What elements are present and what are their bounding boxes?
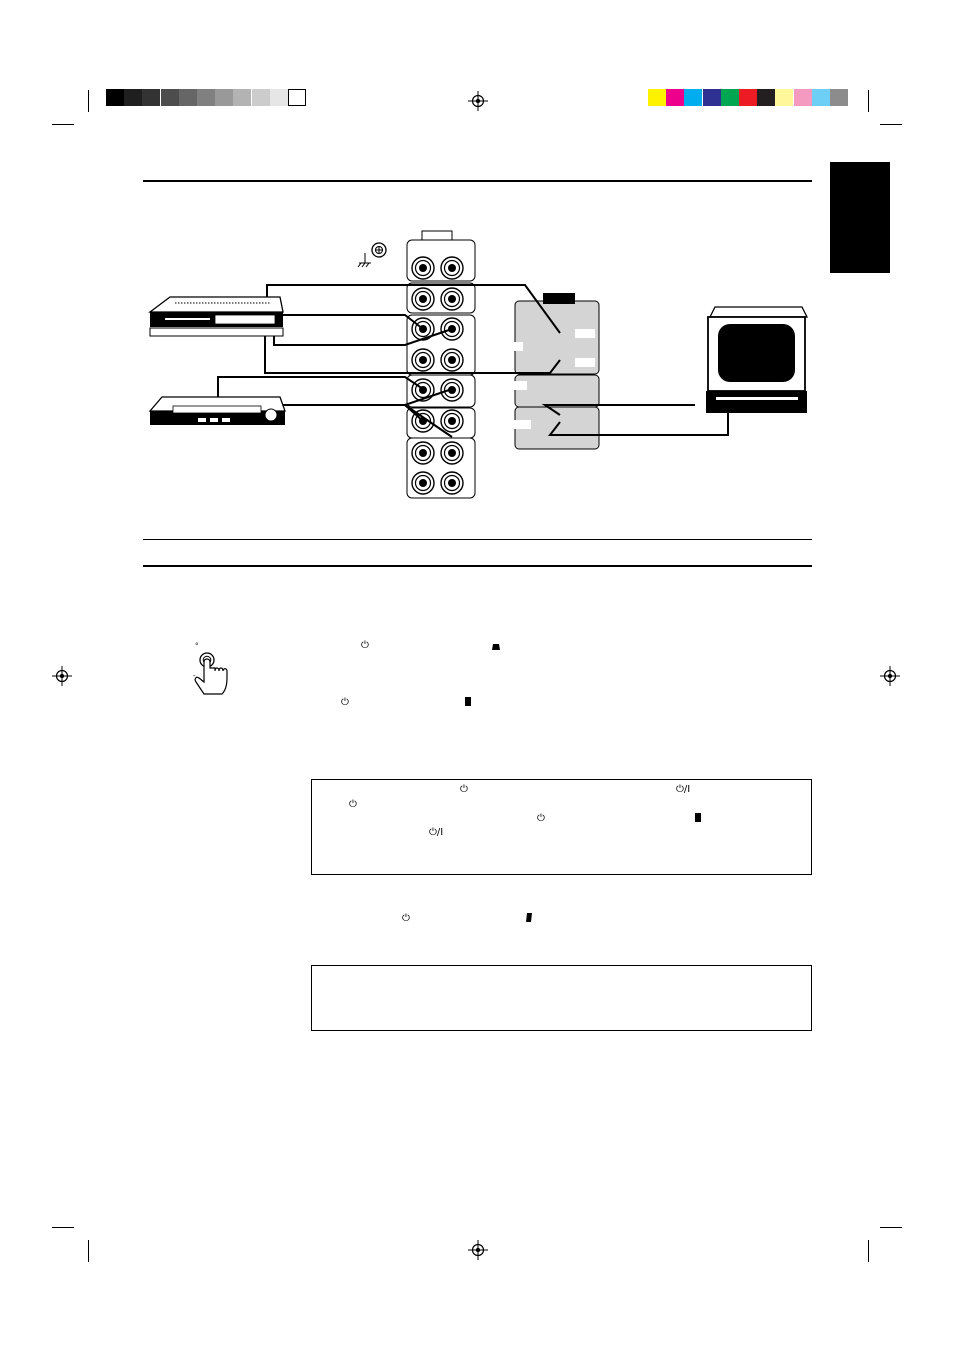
power-standby-icon: ⏻ bbox=[341, 697, 349, 708]
tape-open-icon bbox=[492, 644, 500, 650]
power-standby-icon: ⏻ bbox=[537, 813, 545, 824]
svg-text:-: - bbox=[193, 672, 196, 680]
power-standby-icon: ⏻ bbox=[460, 784, 468, 795]
power-toggle-icon: ⏻/I bbox=[429, 827, 444, 838]
color-swatch bbox=[757, 89, 775, 106]
color-swatch bbox=[794, 89, 812, 106]
rca-jack bbox=[441, 349, 463, 371]
color-swatch bbox=[812, 89, 830, 106]
section-rule bbox=[143, 565, 812, 567]
registration-mark-icon bbox=[52, 666, 72, 686]
hand-press-icon bbox=[190, 638, 234, 700]
color-swatch bbox=[648, 89, 666, 106]
crop-mark-bottom-left-h bbox=[52, 1227, 74, 1228]
video-terminal-panel bbox=[511, 293, 599, 449]
svg-text:°: ° bbox=[195, 642, 199, 650]
crop-mark-bottom-left-v bbox=[88, 1240, 89, 1262]
power-standby-icon: ⏻ bbox=[402, 913, 410, 924]
section-top-rule bbox=[143, 180, 812, 182]
rca-jack bbox=[441, 288, 463, 310]
color-swatch bbox=[739, 89, 757, 106]
rca-jack bbox=[412, 442, 434, 464]
rca-jack bbox=[441, 257, 463, 279]
color-swatch bbox=[666, 89, 684, 106]
color-swatch bbox=[106, 89, 124, 106]
section-divider-rule bbox=[143, 539, 812, 540]
rca-jack bbox=[441, 442, 463, 464]
tape-closed-icon bbox=[695, 813, 701, 822]
notes-box bbox=[311, 965, 812, 1031]
language-side-tab bbox=[830, 162, 890, 273]
television bbox=[706, 307, 807, 413]
color-swatch bbox=[233, 89, 251, 106]
color-swatch bbox=[179, 89, 197, 106]
notes-box bbox=[311, 779, 812, 875]
rca-jack bbox=[412, 288, 434, 310]
crop-mark-top-left-h bbox=[52, 124, 74, 125]
color-swatch bbox=[124, 89, 142, 106]
power-standby-icon: ⏻ bbox=[349, 799, 357, 810]
ground-terminal-icon bbox=[358, 243, 386, 267]
color-swatch bbox=[684, 89, 702, 106]
color-swatch bbox=[721, 89, 739, 106]
rca-jack bbox=[412, 349, 434, 371]
rca-jack bbox=[412, 257, 434, 279]
crop-mark-top-right-h bbox=[880, 124, 902, 125]
color-swatch bbox=[197, 89, 215, 106]
color-swatch bbox=[142, 89, 160, 106]
color-swatch bbox=[288, 89, 306, 106]
color-swatch bbox=[703, 89, 721, 106]
rca-jack bbox=[412, 379, 434, 401]
color-swatch bbox=[830, 89, 848, 106]
registration-mark-icon bbox=[468, 91, 488, 111]
connection-diagram bbox=[140, 225, 820, 510]
tape-closed-icon bbox=[526, 913, 532, 922]
color-swatch bbox=[252, 89, 270, 106]
rca-jack bbox=[441, 410, 463, 432]
color-swatch bbox=[161, 89, 179, 106]
tape-closed-icon bbox=[465, 697, 471, 706]
color-swatch bbox=[775, 89, 793, 106]
crop-mark-top-left-v bbox=[88, 90, 89, 112]
registration-mark-icon bbox=[880, 666, 900, 686]
power-toggle-icon: ⏻/I bbox=[676, 784, 691, 795]
crop-mark-top-right-v bbox=[868, 90, 869, 112]
rca-jack bbox=[412, 472, 434, 494]
power-standby-icon: ⏻ bbox=[361, 640, 369, 651]
registration-mark-icon bbox=[468, 1240, 488, 1260]
cd-player bbox=[150, 297, 283, 336]
cassette-deck bbox=[150, 397, 285, 425]
crop-mark-bottom-right-v bbox=[868, 1240, 869, 1262]
color-swatch bbox=[270, 89, 288, 106]
color-swatch bbox=[215, 89, 233, 106]
rca-jack bbox=[441, 472, 463, 494]
crop-mark-bottom-right-h bbox=[880, 1227, 902, 1228]
